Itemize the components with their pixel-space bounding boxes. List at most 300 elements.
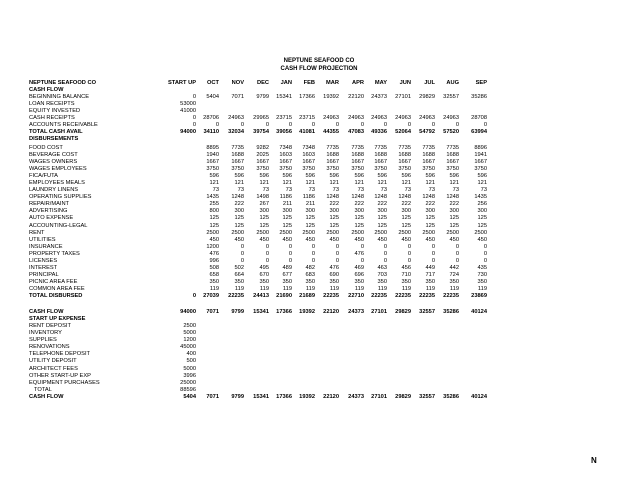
row-value: 7071: [231, 94, 244, 101]
row-value: 22235: [228, 293, 244, 299]
table-row: [0, 244, 638, 251]
row-value: 3750: [326, 166, 339, 173]
row-label: CASH FLOW: [29, 309, 64, 316]
row-value: APR: [351, 80, 364, 86]
row-value: 0: [407, 243, 411, 250]
row-value: 996: [209, 257, 219, 264]
row-value: JAN: [280, 80, 292, 86]
table-row: [0, 366, 638, 373]
row-value: 350: [259, 278, 269, 285]
row-value: 690: [329, 271, 339, 278]
row-value: 300: [234, 208, 244, 215]
row-value: 0: [288, 250, 292, 257]
table-row: [0, 358, 638, 365]
row-value: 0: [407, 122, 411, 129]
row-value: 2500: [374, 229, 387, 236]
row-value: 3750: [446, 166, 459, 173]
row-label: DISBURSEMENTS: [29, 136, 79, 143]
row-value: 710: [401, 271, 411, 278]
row-value: 1435: [206, 194, 219, 201]
row-value: 119: [329, 285, 339, 292]
row-value: 0: [311, 250, 315, 257]
row-value: 0: [360, 257, 364, 264]
row-label: INSURANCE: [29, 243, 63, 250]
row-value: 3750: [279, 166, 292, 173]
row-value: 32557: [419, 393, 435, 400]
row-value: 2500: [302, 229, 315, 236]
row-value: 482: [305, 264, 315, 271]
row-value: 211: [305, 201, 315, 208]
row-value: 1498: [256, 194, 269, 201]
row-value: 5404: [183, 393, 196, 400]
table-row: [0, 316, 638, 323]
row-value: 596: [329, 173, 339, 180]
table-row: [0, 330, 638, 337]
row-label: ARCHITECT FEES: [29, 365, 78, 372]
row-value: 0: [288, 243, 292, 250]
row-value: 1200: [206, 243, 219, 250]
row-value: START UP: [167, 80, 196, 86]
row-value: 88596: [180, 386, 196, 393]
row-value: 1688: [326, 152, 339, 158]
row-value: 222: [449, 201, 459, 208]
row-value: 125: [305, 215, 315, 222]
row-value: 0: [407, 257, 411, 264]
row-value: 350: [401, 278, 411, 285]
row-value: 125: [425, 215, 435, 222]
row-value: 400: [186, 351, 196, 358]
row-label: PROPERTY TAXES: [29, 250, 80, 257]
row-value: 0: [335, 250, 339, 257]
table-row: [0, 293, 638, 300]
table-row: [0, 187, 638, 194]
row-value: OCT: [206, 80, 219, 86]
row-value: 35286: [471, 94, 487, 101]
row-value: 73: [285, 187, 292, 194]
table-row: [0, 208, 638, 215]
table-row: [0, 201, 638, 208]
row-value: 1248: [422, 194, 435, 201]
row-value: 0: [383, 243, 387, 250]
row-value: 7735: [398, 144, 411, 151]
row-value: 17366: [276, 393, 292, 400]
row-value: 1248: [374, 194, 387, 201]
row-value: 53000: [180, 101, 196, 108]
row-label: WAGES EMPLOYEES: [29, 166, 87, 173]
row-value: 222: [329, 201, 339, 208]
row-label: ACCOUNTING-LEGAL: [29, 222, 88, 229]
row-value: 24373: [348, 309, 364, 316]
row-label: UTILITIES: [29, 236, 56, 243]
row-value: 596: [354, 173, 364, 180]
row-value: 450: [401, 236, 411, 243]
table-row: [0, 251, 638, 258]
row-value: 15341: [253, 309, 269, 316]
row-value: 121: [282, 180, 292, 187]
row-value: 508: [209, 264, 219, 271]
row-value: 9799: [231, 309, 244, 316]
row-value: 125: [259, 222, 269, 229]
row-value: 442: [449, 264, 459, 271]
row-value: 300: [259, 208, 269, 215]
row-value: 119: [401, 285, 411, 292]
row-value: 300: [354, 208, 364, 215]
row-label: OPERATING SUPPLIES: [29, 194, 92, 201]
table-row: [0, 387, 638, 394]
row-value: 0: [192, 122, 196, 129]
row-value: 73: [452, 187, 459, 194]
table-row: [0, 129, 638, 136]
row-value: 23715: [299, 115, 315, 122]
row-value: 463: [377, 264, 387, 271]
row-label: TOTAL DISBURSED: [29, 293, 83, 299]
row-value: 450: [449, 236, 459, 243]
row-value: 0: [455, 243, 459, 250]
row-value: 3750: [231, 166, 244, 173]
row-value: 1667: [351, 159, 364, 166]
row-label: PRINCIPAL: [29, 271, 59, 278]
row-value: 596: [305, 173, 315, 180]
row-value: 7348: [302, 144, 315, 151]
row-value: 0: [265, 250, 269, 257]
row-value: 121: [377, 180, 387, 187]
row-value: 3750: [398, 166, 411, 173]
row-value: 350: [354, 278, 364, 285]
table-row: [0, 337, 638, 344]
row-value: JUN: [399, 80, 411, 86]
row-value: 22235: [323, 293, 339, 299]
row-label: EQUIPMENT PURCHASES: [29, 379, 100, 386]
row-value: 0: [192, 115, 196, 122]
row-value: 0: [265, 257, 269, 264]
row-value: 450: [329, 236, 339, 243]
row-value: 3750: [351, 166, 364, 173]
row-value: 495: [259, 264, 269, 271]
row-value: DEC: [256, 80, 269, 86]
row-value: 125: [354, 215, 364, 222]
row-value: JUL: [424, 80, 435, 86]
row-value: 0: [383, 257, 387, 264]
row-value: 2500: [398, 229, 411, 236]
row-value: MAY: [374, 80, 387, 86]
row-value: 0: [265, 122, 269, 129]
row-label: LICENSES: [29, 257, 58, 264]
row-value: FEB: [303, 80, 315, 86]
row-value: 267: [259, 201, 269, 208]
row-value: 3750: [206, 166, 219, 173]
table-row: [0, 173, 638, 180]
row-label: UTILITY DEPOSIT: [29, 358, 77, 365]
row-value: 22120: [323, 393, 339, 400]
row-value: 0: [455, 122, 459, 129]
row-value: 24963: [371, 115, 387, 122]
row-value: 7735: [351, 144, 364, 151]
row-value: 7735: [231, 144, 244, 151]
row-value: 7071: [206, 309, 219, 316]
row-value: 119: [234, 285, 244, 292]
row-value: 222: [401, 201, 411, 208]
row-value: 17366: [299, 94, 315, 101]
row-value: 350: [234, 278, 244, 285]
row-value: 1248: [351, 194, 364, 201]
row-value: 300: [377, 208, 387, 215]
row-value: 0: [335, 257, 339, 264]
row-value: 41081: [299, 129, 315, 136]
row-value: 73: [262, 187, 269, 194]
row-value: 0: [240, 243, 244, 250]
row-value: 222: [234, 201, 244, 208]
row-label: TOTAL CASH AVAIL: [29, 129, 83, 136]
row-value: 121: [234, 180, 244, 187]
row-value: 596: [425, 173, 435, 180]
row-value: 0: [383, 122, 387, 129]
row-value: 73: [212, 187, 219, 194]
row-value: 658: [209, 271, 219, 278]
row-value: 23869: [471, 293, 487, 299]
table-row: [0, 101, 638, 108]
row-value: 125: [329, 215, 339, 222]
row-value: 1248: [231, 194, 244, 201]
row-value: 350: [425, 278, 435, 285]
row-value: 73: [480, 187, 487, 194]
row-value: 0: [192, 94, 196, 101]
row-value: 5404: [206, 94, 219, 101]
row-value: 125: [449, 215, 459, 222]
row-value: 5000: [183, 330, 196, 337]
row-value: 0: [192, 293, 196, 299]
row-value: 24963: [419, 115, 435, 122]
row-value: 677: [282, 271, 292, 278]
row-value: 0: [431, 250, 435, 257]
row-value: 449: [425, 264, 435, 271]
row-value: 125: [425, 222, 435, 229]
row-value: 596: [477, 173, 487, 180]
table-row: [0, 159, 638, 166]
table-row: [0, 265, 638, 272]
row-value: 0: [383, 250, 387, 257]
row-value: 500: [186, 358, 196, 365]
row-value: 300: [282, 208, 292, 215]
row-value: 119: [259, 285, 269, 292]
row-value: 24963: [443, 115, 459, 122]
row-label: ADVERTISING: [29, 208, 68, 215]
row-label: RENT: [29, 229, 45, 236]
row-value: 73: [380, 187, 387, 194]
row-value: 664: [234, 271, 244, 278]
row-value: 1603: [279, 152, 292, 158]
row-value: 45000: [180, 344, 196, 351]
row-value: 15341: [253, 393, 269, 400]
row-label: FICA/FUTA: [29, 173, 58, 180]
row-value: 0: [483, 257, 487, 264]
row-value: 300: [477, 208, 487, 215]
row-value: 1688: [398, 152, 411, 158]
row-value: 1667: [231, 159, 244, 166]
row-value: 2500: [279, 229, 292, 236]
row-value: 1667: [256, 159, 269, 166]
row-value: 1667: [279, 159, 292, 166]
row-value: 73: [428, 187, 435, 194]
row-value: 8895: [206, 144, 219, 151]
row-label: CASH FLOW: [29, 87, 64, 94]
table-row: [0, 258, 638, 265]
row-value: 222: [377, 201, 387, 208]
row-value: 34110: [203, 129, 219, 136]
row-value: 35286: [443, 393, 459, 400]
row-value: 450: [305, 236, 315, 243]
row-value: 1688: [231, 152, 244, 158]
row-value: 300: [305, 208, 315, 215]
row-value: 1688: [422, 152, 435, 158]
row-value: 27101: [395, 94, 411, 101]
report-title: NEPTUNE SEAFOOD CO: [283, 58, 355, 64]
table-row: [0, 373, 638, 380]
row-value: 119: [449, 285, 459, 292]
row-value: 2500: [231, 229, 244, 236]
row-value: 0: [311, 257, 315, 264]
row-value: 450: [234, 236, 244, 243]
row-value: 119: [425, 285, 435, 292]
row-value: 1200: [183, 337, 196, 344]
row-value: 15341: [276, 94, 292, 101]
row-label: INTEREST: [29, 264, 58, 271]
table-row: [0, 394, 638, 401]
row-value: 596: [377, 173, 387, 180]
row-value: 41000: [180, 108, 196, 115]
row-value: AUG: [446, 80, 459, 86]
row-value: MAR: [326, 80, 339, 86]
row-value: 121: [449, 180, 459, 187]
table-row: [0, 136, 638, 143]
row-value: 350: [477, 278, 487, 285]
row-value: 7735: [374, 144, 387, 151]
table-row: [0, 230, 638, 237]
row-value: 27039: [203, 293, 219, 299]
row-value: 3750: [474, 166, 487, 173]
row-label: TELEPHONE DEPOSIT: [29, 351, 90, 358]
row-value: 1688: [446, 152, 459, 158]
row-value: 73: [237, 187, 244, 194]
row-value: 125: [377, 215, 387, 222]
row-value: 8896: [474, 144, 487, 151]
row-label: CASH RECEIPTS: [29, 115, 75, 122]
row-value: 119: [305, 285, 315, 292]
row-value: 121: [425, 180, 435, 187]
row-value: 125: [449, 222, 459, 229]
row-value: 125: [234, 215, 244, 222]
row-value: 119: [354, 285, 364, 292]
row-value: 450: [425, 236, 435, 243]
row-value: 21689: [299, 293, 315, 299]
row-value: 350: [449, 278, 459, 285]
row-value: 119: [477, 285, 487, 292]
row-value: 121: [477, 180, 487, 187]
row-value: 730: [477, 271, 487, 278]
row-value: 28706: [203, 115, 219, 122]
row-value: 125: [259, 215, 269, 222]
row-value: 2500: [422, 229, 435, 236]
row-value: 7735: [446, 144, 459, 151]
table-row: [0, 272, 638, 279]
table-row: [0, 166, 638, 173]
row-value: NOV: [231, 80, 244, 86]
row-value: 0: [360, 122, 364, 129]
row-value: 300: [401, 208, 411, 215]
row-value: 0: [335, 122, 339, 129]
row-value: 350: [377, 278, 387, 285]
row-value: 24963: [348, 115, 364, 122]
row-value: 73: [404, 187, 411, 194]
row-value: 40124: [471, 309, 487, 316]
row-value: 94000: [180, 129, 196, 136]
row-value: 7071: [206, 393, 219, 400]
table-row: [0, 351, 638, 358]
row-value: 32557: [419, 309, 435, 316]
row-value: 32557: [443, 94, 459, 101]
row-value: 22235: [371, 293, 387, 299]
row-value: 22120: [323, 309, 339, 316]
row-value: 222: [354, 201, 364, 208]
row-value: 476: [354, 250, 364, 257]
row-label: PICNIC AREA FEE: [29, 278, 78, 285]
row-label: OTHER START-UP EXP: [29, 372, 91, 379]
row-value: 0: [483, 243, 487, 250]
row-value: 0: [215, 122, 219, 129]
row-value: 19392: [299, 309, 315, 316]
row-label: SUPPLIES: [29, 337, 57, 344]
row-label: LAUNDRY LINENS: [29, 187, 79, 194]
row-value: 0: [335, 243, 339, 250]
row-value: 121: [354, 180, 364, 187]
row-value: 703: [377, 271, 387, 278]
row-value: 28708: [471, 115, 487, 122]
row-value: 1248: [326, 194, 339, 201]
row-value: 1186: [279, 194, 292, 201]
row-value: 502: [234, 264, 244, 271]
row-value: 0: [265, 243, 269, 250]
row-value: 3750: [422, 166, 435, 173]
row-value: 2500: [446, 229, 459, 236]
row-value: 39754: [253, 129, 269, 136]
row-value: 0: [311, 243, 315, 250]
row-value: 456: [401, 264, 411, 271]
row-value: 24413: [253, 293, 269, 299]
row-value: 73: [308, 187, 315, 194]
row-value: 255: [209, 201, 219, 208]
row-value: 469: [354, 264, 364, 271]
row-value: 94000: [180, 309, 196, 316]
row-value: 3750: [256, 166, 269, 173]
row-value: 211: [282, 201, 292, 208]
row-value: 7348: [279, 144, 292, 151]
row-label: WAGES OWNERS: [29, 159, 78, 166]
row-value: 0: [455, 257, 459, 264]
row-value: 0: [240, 122, 244, 129]
row-label: BEGINNING BALANCE: [29, 94, 90, 101]
row-value: 29829: [395, 393, 411, 400]
row-value: 1186: [302, 194, 315, 201]
row-value: 125: [209, 215, 219, 222]
row-label: FOOD COST: [29, 144, 63, 151]
row-value: 125: [401, 222, 411, 229]
row-value: 350: [282, 278, 292, 285]
row-value: 0: [431, 122, 435, 129]
table-row: [0, 237, 638, 244]
row-value: 1667: [374, 159, 387, 166]
row-value: 0: [311, 122, 315, 129]
row-value: 1667: [474, 159, 487, 166]
row-value: 350: [329, 278, 339, 285]
